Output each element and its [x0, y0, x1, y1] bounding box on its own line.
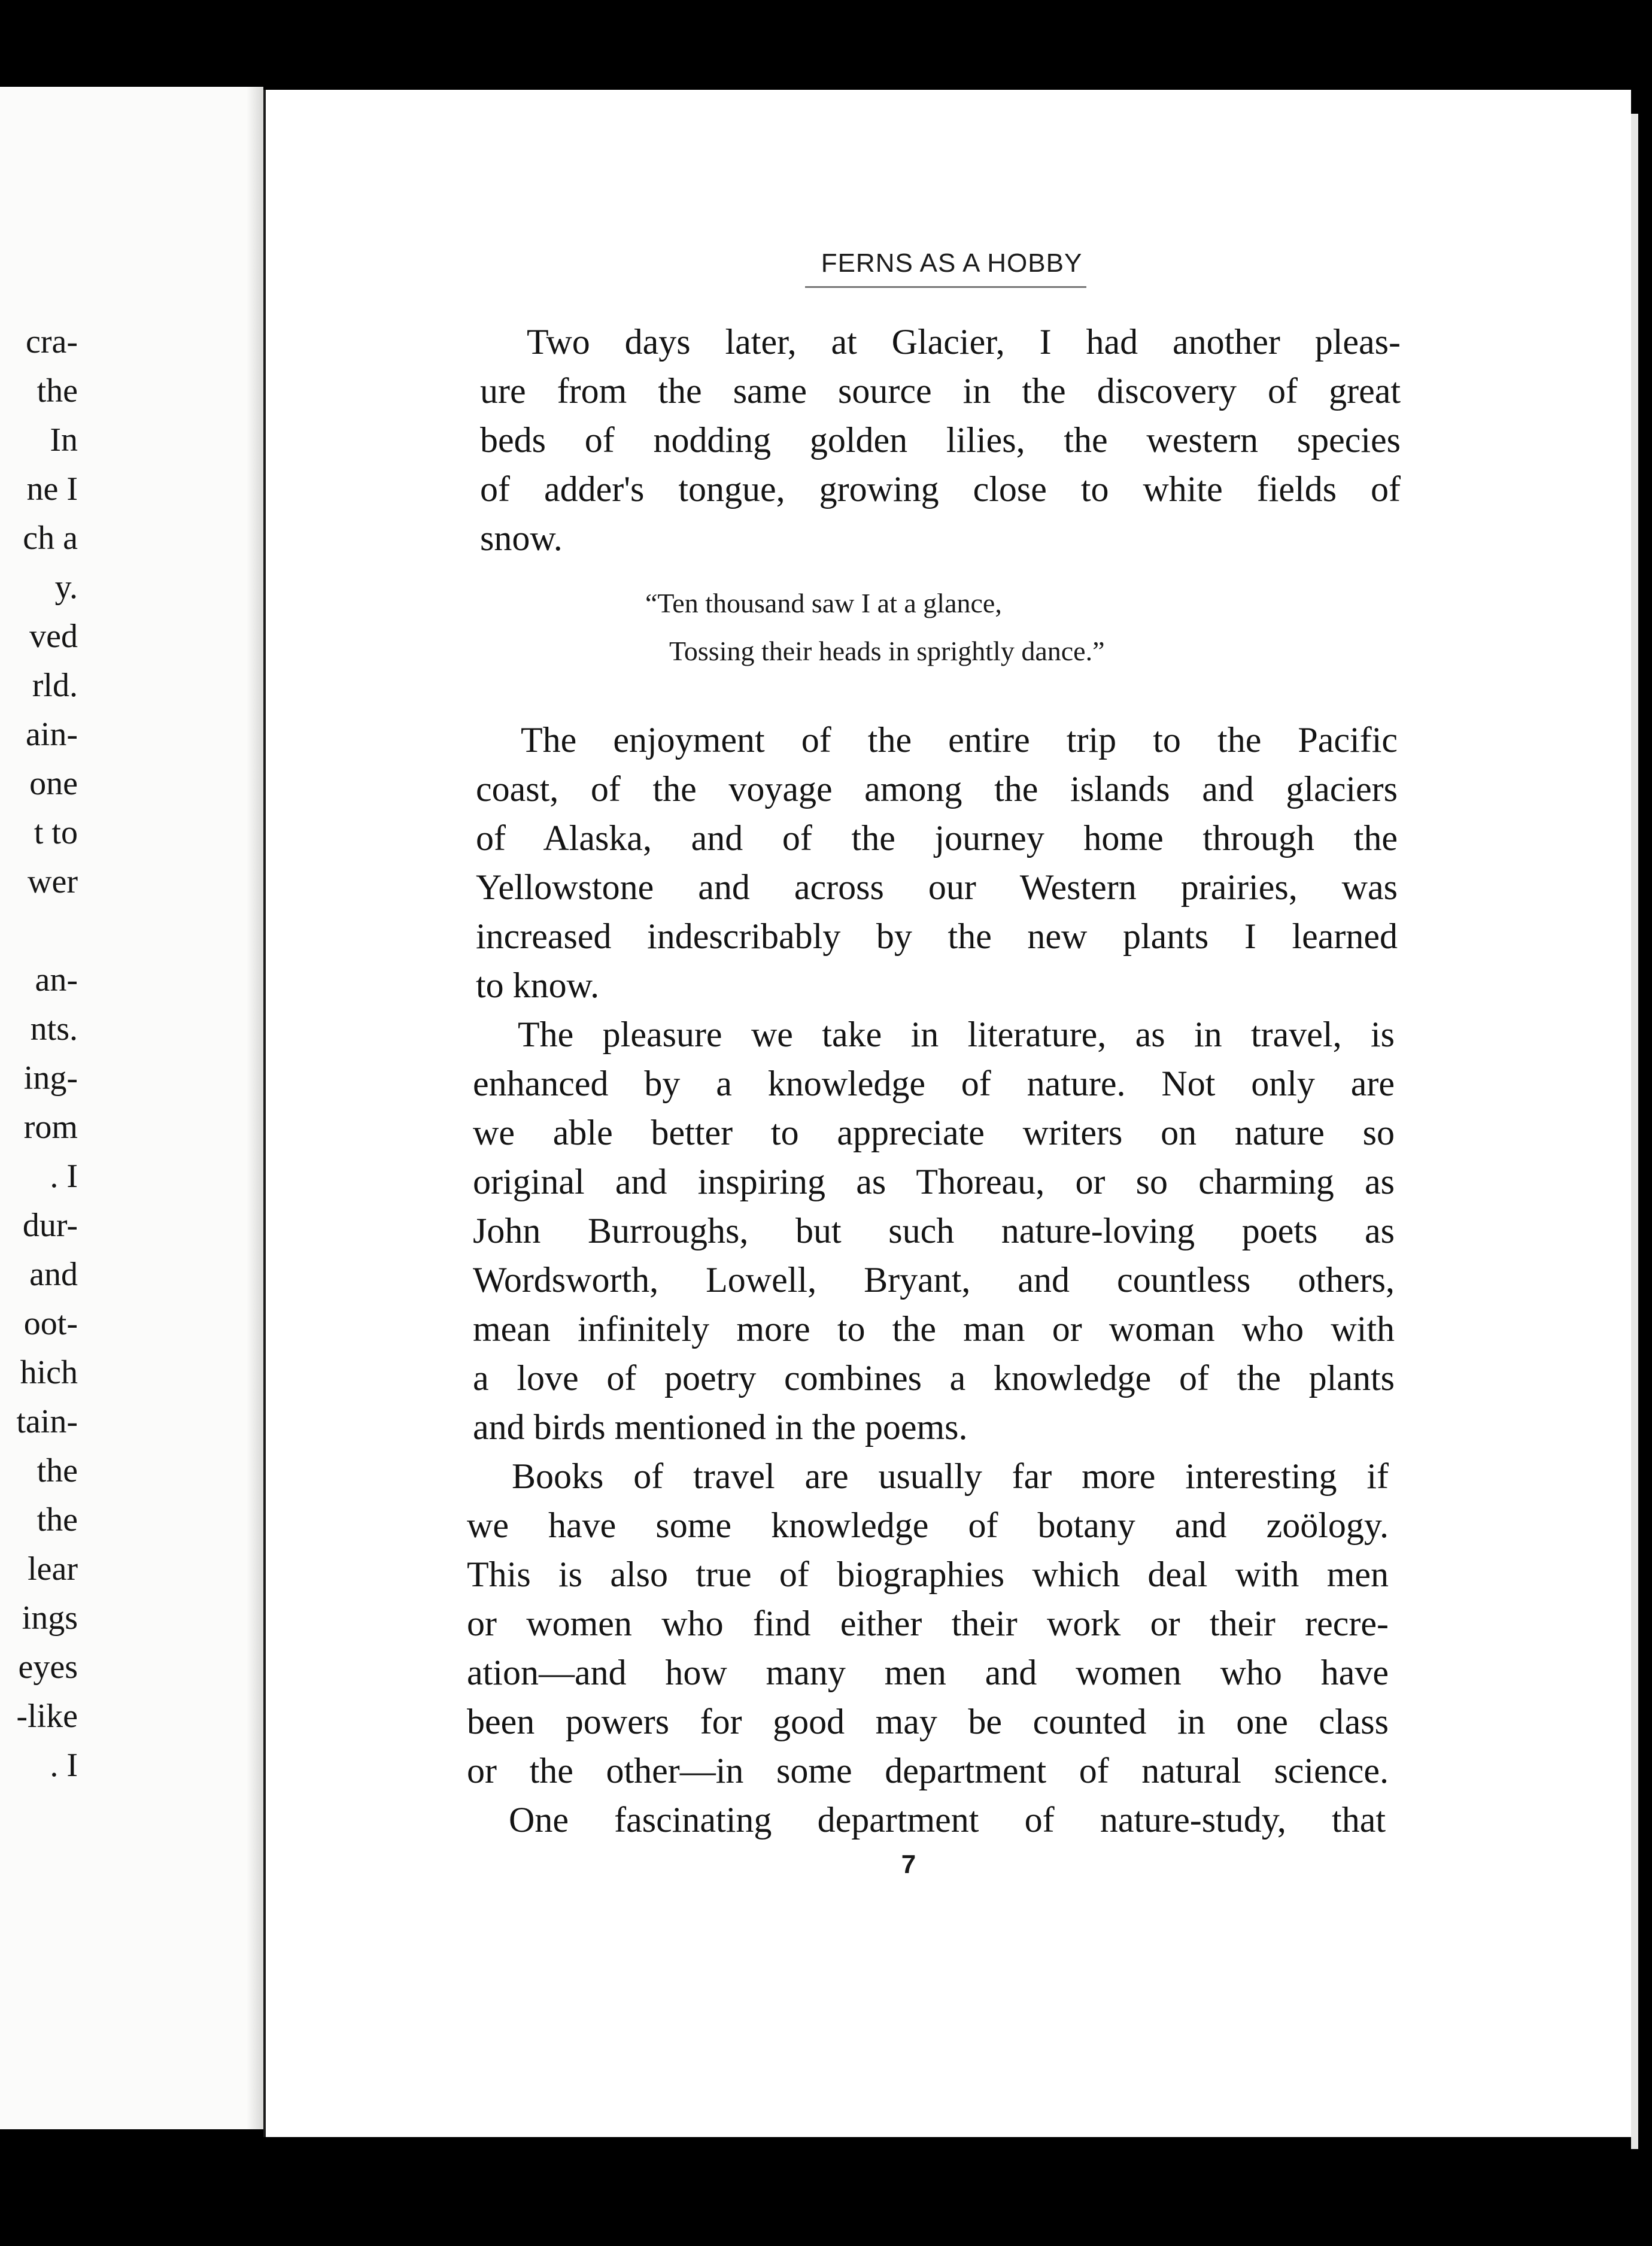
paragraph-1-line: beds of nodding golden lilies, the western species [480, 420, 1401, 460]
left-fragment: eyes [18, 1649, 78, 1686]
left-fragment: y. [54, 569, 78, 606]
left-fragment: tain- [16, 1403, 78, 1440]
left-fragment: rom [23, 1109, 78, 1146]
paragraph-2-line: coast, of the voyage among the islands and glaciers [476, 769, 1398, 809]
left-fragment [0, 906, 78, 955]
paragraph-1-line: Two days later, at Glacier, I had another pleas- [527, 322, 1401, 362]
left-fragment: -like [16, 1698, 78, 1735]
page-edge [1631, 114, 1638, 2149]
left-fragment: nts. [30, 1010, 78, 1048]
left-page-text-fragments [0, 317, 78, 1790]
left-fragment: lear [28, 1550, 78, 1588]
left-fragment: cra- [25, 323, 78, 360]
paragraph-5-line: One fascinating department of nature-study, that [509, 1800, 1386, 1840]
paragraph-4-line: or the other—in some department of natural science. [467, 1751, 1389, 1790]
left-fragment: ch a [23, 520, 78, 557]
paragraph-1-line: snow. [480, 518, 563, 558]
left-fragment: wer [28, 863, 78, 900]
left-fragment: ing- [23, 1060, 78, 1097]
paragraph-4-line: we have some knowledge of botany and zoölogy. [467, 1506, 1389, 1545]
paragraph-4-line: ation—and how many men and women who have [467, 1653, 1389, 1692]
paragraph-3-line: Wordsworth, Lowell, Bryant, and countless others, [473, 1260, 1395, 1300]
left-fragment: . I [50, 1158, 78, 1195]
left-fragment: ved [29, 618, 78, 655]
left-fragment: t to [34, 814, 78, 851]
paragraph-4-line: or women who find either their work or their recre- [467, 1604, 1389, 1643]
left-fragment: the [37, 372, 78, 409]
left-fragment: ne I [26, 471, 78, 508]
gutter-shadow [247, 87, 263, 2129]
paragraph-3-line: mean infinitely more to the man or woman who with [473, 1309, 1395, 1349]
left-fragment: and [29, 1256, 78, 1293]
page-number: 7 [901, 1850, 916, 1879]
left-fragment: rld. [32, 667, 78, 704]
left-fragment: dur- [22, 1207, 78, 1244]
left-fragment: the [37, 1501, 78, 1538]
paragraph-3-line: John Burroughs, but such nature-loving poets as [473, 1211, 1395, 1251]
paragraph-1-line: of adder's tongue, growing close to white fields of [480, 469, 1401, 509]
paragraph-3-line: and birds mentioned in the poems. [473, 1407, 968, 1447]
paragraph-2-line: to know. [476, 966, 600, 1005]
left-fragment: ain- [25, 716, 78, 753]
left-fragment: hich [20, 1354, 78, 1391]
left-fragment: one [29, 765, 78, 802]
paragraph-2-line: of Alaska, and of the journey home through the [476, 818, 1398, 858]
paragraph-2-line: increased indescribably by the new plants I learned [476, 916, 1398, 956]
paragraph-2-line: Yellowstone and across our Western prairies, was [476, 867, 1398, 907]
left-fragment: In [50, 421, 78, 459]
quotation-line: Tossing their heads in sprightly dance.” [669, 636, 1105, 666]
paragraph-2-line: The enjoyment of the entire trip to the Pacific [521, 720, 1398, 760]
left-fragment: . I [50, 1747, 78, 1784]
left-page [0, 87, 263, 2129]
left-fragment: the [37, 1452, 78, 1489]
left-fragment: an- [35, 961, 78, 998]
paragraph-3-line: enhanced by a knowledge of nature. Not only are [473, 1064, 1395, 1103]
paragraph-1-line: ure from the same source in the discovery of great [480, 371, 1401, 411]
paragraph-3-line: we able better to appreciate writers on nature so [473, 1113, 1395, 1152]
left-fragment: oot- [23, 1305, 78, 1342]
paragraph-3-line: a love of poetry combines a knowledge of the plants [473, 1358, 1395, 1398]
paragraph-4-line: This is also true of biographies which deal with men [467, 1555, 1389, 1594]
quotation-line: “Ten thousand saw I at a glance, [645, 588, 1002, 618]
running-head-rule [805, 286, 1086, 288]
left-fragment: ings [22, 1599, 78, 1637]
paragraph-3-line: The pleasure we take in literature, as in travel, is [518, 1015, 1395, 1054]
paragraph-3-line: original and inspiring as Thoreau, or so charming as [473, 1162, 1395, 1201]
paragraph-4-line: been powers for good may be counted in one class [467, 1702, 1389, 1741]
paragraph-4-line: Books of travel are usually far more interesting if [512, 1456, 1389, 1496]
running-head: FERNS AS A HOBBY [821, 248, 1083, 278]
